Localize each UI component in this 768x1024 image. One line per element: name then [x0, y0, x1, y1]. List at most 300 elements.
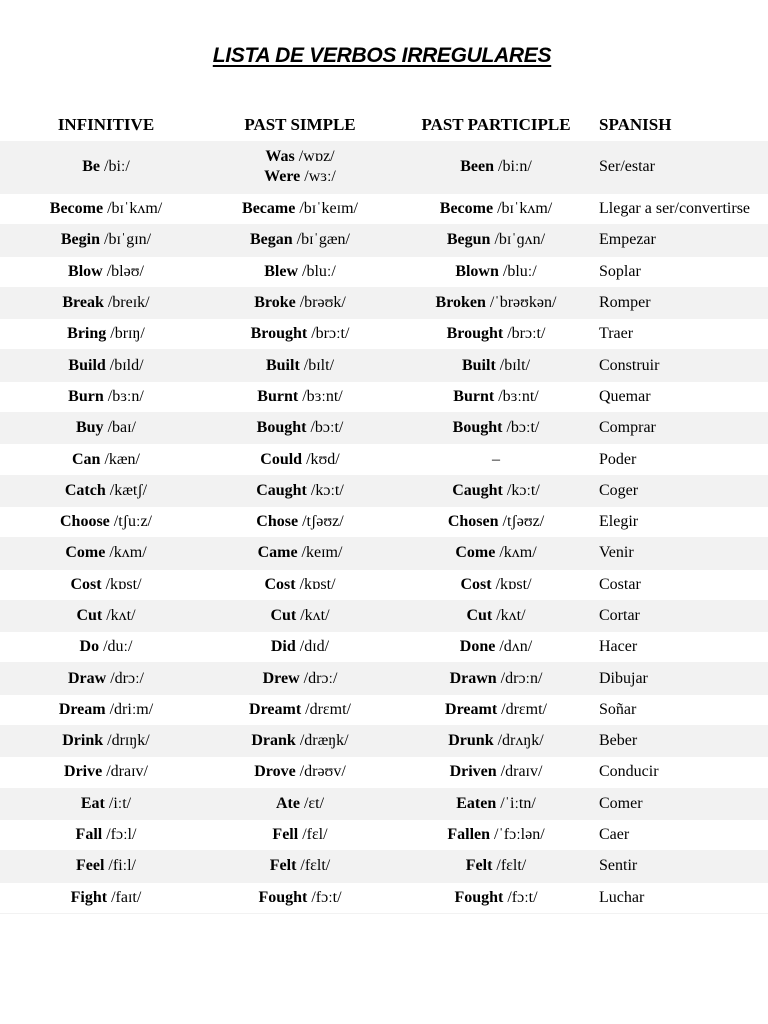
table-row: [0, 601, 768, 632]
verb-word: Begin: [60, 231, 100, 249]
phonetic: /ˈbrəʊkən/: [489, 294, 557, 312]
verb-word: Cut: [466, 607, 493, 624]
phonetic: /kæn/: [104, 450, 140, 468]
cell-past-participle: [405, 225, 587, 255]
table-row: [0, 413, 768, 444]
cell-past-simple: [198, 257, 402, 287]
spanish-translation: Caer: [599, 826, 630, 844]
past-participle-form: [460, 157, 532, 177]
cell-past-participle: [405, 476, 587, 506]
cell-infinitive: [0, 601, 212, 631]
phonetic: /kʌt/: [106, 607, 136, 624]
table-row: [0, 538, 768, 569]
verb-word: Bring: [67, 325, 107, 343]
phonetic: /drʌŋk/: [497, 732, 544, 750]
cell-infinitive: [0, 538, 212, 568]
phonetic: /biːn/: [498, 158, 532, 175]
cell-past-simple: [198, 444, 402, 474]
cell-infinitive: [0, 789, 212, 819]
phonetic: /dʌn/: [499, 638, 533, 656]
past-simple-form: [251, 324, 350, 344]
past-simple-form: [270, 856, 330, 876]
verb-word: Been: [460, 158, 494, 175]
phonetic: /kʌt/: [496, 607, 526, 624]
phonetic: /biː/: [104, 158, 130, 175]
cell-spanish: [599, 257, 768, 287]
phonetic: /drɔː/: [303, 669, 338, 687]
header-infinitive: INFINITIVE: [57, 115, 155, 134]
spanish-translation: Beber: [599, 732, 638, 750]
header-past-participle: PAST PARTICIPLE: [421, 115, 571, 134]
cell-infinitive: [0, 382, 212, 412]
cell-spanish: [599, 789, 768, 819]
header-past-simple: PAST SIMPLE: [244, 115, 356, 134]
cell-infinitive: [0, 413, 212, 443]
cell-spanish: [599, 663, 768, 693]
verb-word: Build: [68, 356, 106, 374]
cell-past-participle: [405, 663, 587, 693]
infinitive-form: [81, 794, 131, 814]
cell-past-participle: [405, 820, 587, 850]
verb-word: Fight: [70, 888, 108, 906]
cell-past-simple: [198, 663, 402, 693]
infinitive-form: [68, 262, 144, 282]
table-row: [0, 288, 768, 319]
cell-past-simple: [198, 194, 402, 224]
table-row: [0, 789, 768, 820]
phonetic: /fiːl/: [108, 857, 136, 875]
verb-word: Blew: [264, 262, 298, 280]
verb-word: Drawn: [449, 669, 497, 687]
cell-past-simple: [198, 789, 402, 819]
infinitive-form: [62, 293, 149, 313]
past-participle-form: [456, 794, 536, 814]
verb-word: Burnt: [257, 387, 299, 405]
verb-word: Burnt: [453, 387, 495, 405]
phonetic: /kʌm/: [109, 544, 147, 562]
table-row: [0, 319, 768, 350]
cell-past-simple: [198, 350, 402, 380]
infinitive-form: [76, 825, 137, 845]
phonetic: /brɔːt/: [507, 325, 546, 343]
infinitive-form: [68, 387, 144, 407]
infinitive-form: [60, 512, 152, 532]
verb-word: Could: [260, 450, 303, 468]
verb-word: Break: [62, 294, 104, 312]
infinitive-form: [68, 356, 143, 376]
cell-past-simple: [198, 476, 402, 506]
past-participle-form: [455, 262, 536, 282]
table-row: [0, 476, 768, 507]
cell-past-participle: [405, 288, 587, 318]
cell-infinitive: [0, 225, 212, 255]
verb-word: Eaten: [456, 794, 497, 812]
phonetic: /bɔːt/: [310, 419, 344, 437]
table-row: [0, 851, 768, 882]
phonetic: /bɜːn/: [107, 387, 144, 405]
cell-infinitive: [0, 507, 212, 537]
infinitive-form: [59, 700, 153, 720]
verb-word: Cost: [70, 575, 102, 593]
cell-past-participle: [405, 507, 587, 537]
phonetic: /kɒst/: [495, 575, 532, 593]
phonetic: /fɔːt/: [507, 888, 538, 906]
phonetic: /kɔːt/: [506, 481, 540, 499]
cell-spanish: [599, 570, 768, 600]
verb-word: Caught: [256, 481, 307, 499]
verb-word: Built: [265, 356, 300, 374]
cell-past-simple: [198, 695, 402, 725]
cell-infinitive: [0, 141, 212, 193]
cell-past-participle: [405, 789, 587, 819]
infinitive-form: [72, 450, 140, 470]
phonetic: /wɒz/: [298, 148, 335, 165]
phonetic: /bɪˈɡʌn/: [494, 231, 546, 249]
cell-past-participle: [405, 382, 587, 412]
phonetic: /bɪˈgæn/: [296, 231, 350, 249]
spanish-translation: Ser/estar: [599, 158, 655, 175]
verb-word: Broken: [435, 294, 486, 312]
past-simple-form: [264, 575, 335, 595]
cell-infinitive: [0, 288, 212, 318]
cell-infinitive: [0, 883, 212, 913]
cell-past-participle: [405, 141, 587, 193]
phonetic: /bɔːt/: [506, 419, 540, 437]
cell-past-simple: [198, 288, 402, 318]
verb-word: Chosen: [447, 513, 499, 531]
cell-spanish: [599, 476, 768, 506]
infinitive-form: [68, 669, 144, 689]
past-simple-form: [249, 700, 351, 720]
spanish-translation: Sentir: [599, 857, 638, 875]
past-simple-form: [264, 262, 336, 282]
verb-word: Dreamt: [249, 700, 302, 718]
spanish-translation: Hacer: [599, 638, 638, 656]
cell-spanish: [599, 757, 768, 787]
verb-word: Drank: [251, 732, 296, 750]
past-participle-form: [440, 199, 552, 219]
cell-past-simple: [198, 507, 402, 537]
past-simple-form: [254, 762, 346, 782]
cell-infinitive: [0, 570, 212, 600]
verb-word: Do: [79, 638, 100, 656]
phonetic: /iːt/: [108, 794, 132, 812]
phonetic: /bɪˈkeɪm/: [299, 200, 358, 218]
cell-spanish: [599, 820, 768, 850]
past-simple-form: [257, 387, 342, 407]
verb-word: Drink: [62, 732, 104, 750]
spanish-translation: Soplar: [599, 262, 641, 280]
phonetic: /kɒst/: [299, 575, 336, 593]
verb-word: Done: [459, 638, 496, 656]
cell-past-simple: [198, 413, 402, 443]
phonetic: /breɪk/: [107, 294, 150, 312]
spanish-translation: Romper: [599, 294, 651, 312]
cell-past-participle: [405, 319, 587, 349]
infinitive-form: [76, 418, 136, 438]
phonetic: /driːm/: [109, 700, 154, 718]
cell-past-simple: [198, 601, 402, 631]
cell-infinitive: [0, 663, 212, 693]
past-simple-form: [276, 794, 324, 814]
verb-word: Built: [461, 356, 496, 374]
verb-word: Become: [439, 200, 494, 218]
phonetic: /bluː/: [502, 262, 537, 280]
spanish-translation: Soñar: [599, 700, 637, 718]
phonetic: /ˈiːtn/: [500, 794, 536, 812]
table-row: [0, 225, 768, 256]
phonetic: /fɛlt/: [496, 857, 527, 875]
cell-spanish: [599, 319, 768, 349]
spanish-translation: Cortar: [599, 607, 640, 624]
spanish-translation: Comer: [599, 794, 643, 812]
past-participle-form: [453, 418, 540, 438]
past-simple-form: [265, 147, 334, 167]
verb-word: Burn: [68, 387, 104, 405]
past-simple-form: [264, 167, 336, 187]
cell-spanish: [599, 851, 768, 881]
past-simple-form: [256, 481, 344, 501]
table-row: [0, 444, 768, 475]
infinitive-form: [64, 762, 148, 782]
past-simple-form: [254, 293, 346, 313]
cell-past-participle: [405, 851, 587, 881]
past-simple-form: [257, 418, 344, 438]
cell-past-simple: [198, 319, 402, 349]
cell-infinitive: [0, 695, 212, 725]
past-participle-form: [447, 230, 545, 250]
phonetic: /brɔːt/: [311, 325, 350, 343]
verb-word: Caught: [452, 481, 503, 499]
phonetic: /baɪ/: [107, 419, 136, 437]
phonetic: /bɪˈkʌm/: [497, 200, 553, 218]
cell-spanish: [599, 413, 768, 443]
verb-word: Drove: [254, 763, 296, 781]
phonetic: /drɔːn/: [500, 669, 543, 687]
past-simple-form: [263, 669, 338, 689]
spanish-translation: Comprar: [599, 419, 656, 437]
verb-word: Chose: [256, 513, 299, 531]
verb-word: Were: [264, 168, 301, 185]
past-participle-form: [436, 293, 557, 313]
cell-spanish: [599, 726, 768, 756]
verb-word: Begun: [446, 231, 491, 249]
infinitive-form: [65, 543, 146, 563]
cell-past-participle: [405, 695, 587, 725]
past-participle-form: [492, 450, 500, 470]
phonetic: /kɔːt/: [310, 481, 344, 499]
cell-infinitive: [0, 194, 212, 224]
cell-past-simple: [198, 757, 402, 787]
verb-word: Did: [270, 638, 296, 656]
cell-infinitive: [0, 444, 212, 474]
verb-word: Drive: [64, 763, 103, 781]
phonetic: /fɛlt/: [300, 857, 331, 875]
spanish-translation: Poder: [599, 450, 637, 468]
verb-word: Driven: [449, 763, 497, 781]
infinitive-form: [82, 157, 130, 177]
spanish-translation: Dibujar: [599, 669, 648, 687]
phonetic: /kɒst/: [105, 575, 142, 593]
cell-past-simple: [198, 726, 402, 756]
cell-spanish: [599, 695, 768, 725]
phonetic: /bɪlt/: [303, 356, 335, 374]
spanish-translation: Venir: [599, 544, 634, 562]
cell-infinitive: [0, 350, 212, 380]
cell-spanish: [599, 601, 768, 631]
cell-spanish: [599, 507, 768, 537]
cell-past-simple: [198, 538, 402, 568]
phonetic: /bɪˈgɪn/: [104, 231, 152, 249]
phonetic: /dræŋk/: [299, 732, 349, 750]
past-simple-form: [272, 825, 327, 845]
phonetic: /kʌm/: [499, 544, 537, 562]
verb-table: [0, 141, 768, 914]
verb-word: Feel: [76, 857, 105, 875]
past-participle-form: [466, 606, 525, 626]
cell-spanish: [599, 288, 768, 318]
verb-word: Drunk: [448, 732, 494, 750]
cell-past-participle: [405, 538, 587, 568]
infinitive-form: [50, 199, 162, 219]
phonetic: /drɛmt/: [501, 700, 547, 718]
phonetic: /kʌt/: [300, 607, 330, 624]
spanish-translation: Construir: [599, 356, 660, 374]
cell-infinitive: [0, 257, 212, 287]
verb-word: Came: [257, 544, 298, 562]
verb-word: Felt: [269, 857, 297, 875]
spanish-translation: Traer: [599, 325, 634, 343]
cell-past-participle: [405, 757, 587, 787]
cell-infinitive: [0, 476, 212, 506]
cell-past-participle: [405, 257, 587, 287]
phonetic: /dɪd/: [299, 638, 330, 656]
spanish-translation: Coger: [599, 481, 639, 499]
cell-spanish: [599, 444, 768, 474]
cell-past-simple: [198, 883, 402, 913]
spanish-translation: Costar: [599, 575, 641, 593]
phonetic: /fɔːt/: [311, 888, 342, 906]
verb-word: Felt: [465, 857, 493, 875]
verb-word: Cut: [270, 607, 297, 624]
cell-infinitive: [0, 820, 212, 850]
verb-word: Drew: [262, 669, 300, 687]
phonetic: /fɔːl/: [106, 826, 137, 844]
phonetic: /keɪm/: [301, 544, 343, 562]
verb-word: Was: [265, 148, 295, 165]
table-row: [0, 507, 768, 538]
past-participle-form: [452, 481, 540, 501]
phonetic: /bɜːnt/: [498, 387, 539, 405]
past-participle-form: [450, 669, 543, 689]
past-participle-form: [448, 731, 544, 751]
phonetic: /bluː/: [302, 262, 336, 280]
past-participle-form: [447, 324, 546, 344]
phonetic: /bɪld/: [109, 356, 144, 374]
cell-infinitive: [0, 851, 212, 881]
infinitive-form: [70, 575, 141, 595]
verb-word: Fought: [258, 888, 308, 906]
infinitive-form: [62, 731, 149, 751]
spanish-translation: Quemar: [599, 387, 651, 405]
phonetic: /bɪˈkʌm/: [107, 200, 163, 218]
page-title: LISTA DE VERBOS IRREGULARES: [212, 44, 552, 67]
cell-spanish: [599, 350, 768, 380]
infinitive-form: [80, 637, 133, 657]
verb-word: Fought: [454, 888, 504, 906]
infinitive-form: [67, 324, 145, 344]
past-participle-form: [450, 762, 543, 782]
verb-word: Draw: [68, 669, 107, 687]
cell-past-simple: [198, 820, 402, 850]
verb-word: Broke: [254, 294, 296, 312]
infinitive-form: [76, 606, 135, 626]
cell-past-simple: [198, 570, 402, 600]
past-simple-form: [270, 606, 329, 626]
spanish-translation: Elegir: [599, 513, 639, 531]
past-simple-form: [260, 450, 339, 470]
phonetic: /draɪv/: [500, 763, 543, 781]
cell-past-participle: [405, 194, 587, 224]
phonetic: /tʃəʊz/: [302, 513, 344, 531]
cell-infinitive: [0, 319, 212, 349]
verb-word: Fallen: [447, 826, 491, 844]
cell-past-simple: [198, 141, 402, 193]
spanish-translation: Luchar: [599, 888, 645, 906]
past-participle-form: [447, 825, 544, 845]
phonetic: /ˈfɔːlən/: [494, 826, 545, 844]
verb-word: Brought: [446, 325, 504, 343]
table-row: [0, 194, 768, 225]
verb-word: Bought: [256, 419, 307, 437]
past-participle-form: [466, 856, 526, 876]
verb-word: Choose: [60, 513, 110, 531]
phonetic: –: [492, 450, 500, 468]
cell-past-participle: [405, 601, 587, 631]
cell-infinitive: [0, 726, 212, 756]
cell-past-simple: [198, 851, 402, 881]
cell-past-participle: [405, 726, 587, 756]
phonetic: /kætʃ/: [109, 481, 148, 499]
cell-spanish: [599, 538, 768, 568]
phonetic: /draɪv/: [106, 763, 148, 781]
past-simple-form: [258, 543, 343, 563]
cell-spanish: [599, 382, 768, 412]
infinitive-form: [65, 481, 147, 501]
cell-past-simple: [198, 632, 402, 662]
cell-past-participle: [405, 632, 587, 662]
phonetic: /bləʊ/: [106, 262, 144, 280]
cell-infinitive: [0, 632, 212, 662]
cell-spanish: [599, 194, 768, 224]
phonetic: /tʃəʊz/: [502, 513, 545, 531]
phonetic: /tʃuːz/: [113, 513, 152, 531]
cell-past-simple: [198, 382, 402, 412]
verb-word: Became: [242, 200, 296, 218]
verb-word: Become: [49, 200, 104, 218]
verb-word: Brought: [250, 325, 308, 343]
table-row: [0, 570, 768, 601]
past-simple-form: [250, 230, 350, 250]
past-participle-form: [453, 387, 538, 407]
past-participle-form: [455, 543, 536, 563]
verb-word: Cut: [76, 607, 103, 624]
phonetic: /drɪŋk/: [107, 732, 150, 750]
table-row: [0, 350, 768, 381]
header-spanish: SPANISH: [599, 115, 672, 134]
verb-word: Come: [455, 544, 496, 562]
phonetic: /brəʊk/: [299, 294, 346, 312]
